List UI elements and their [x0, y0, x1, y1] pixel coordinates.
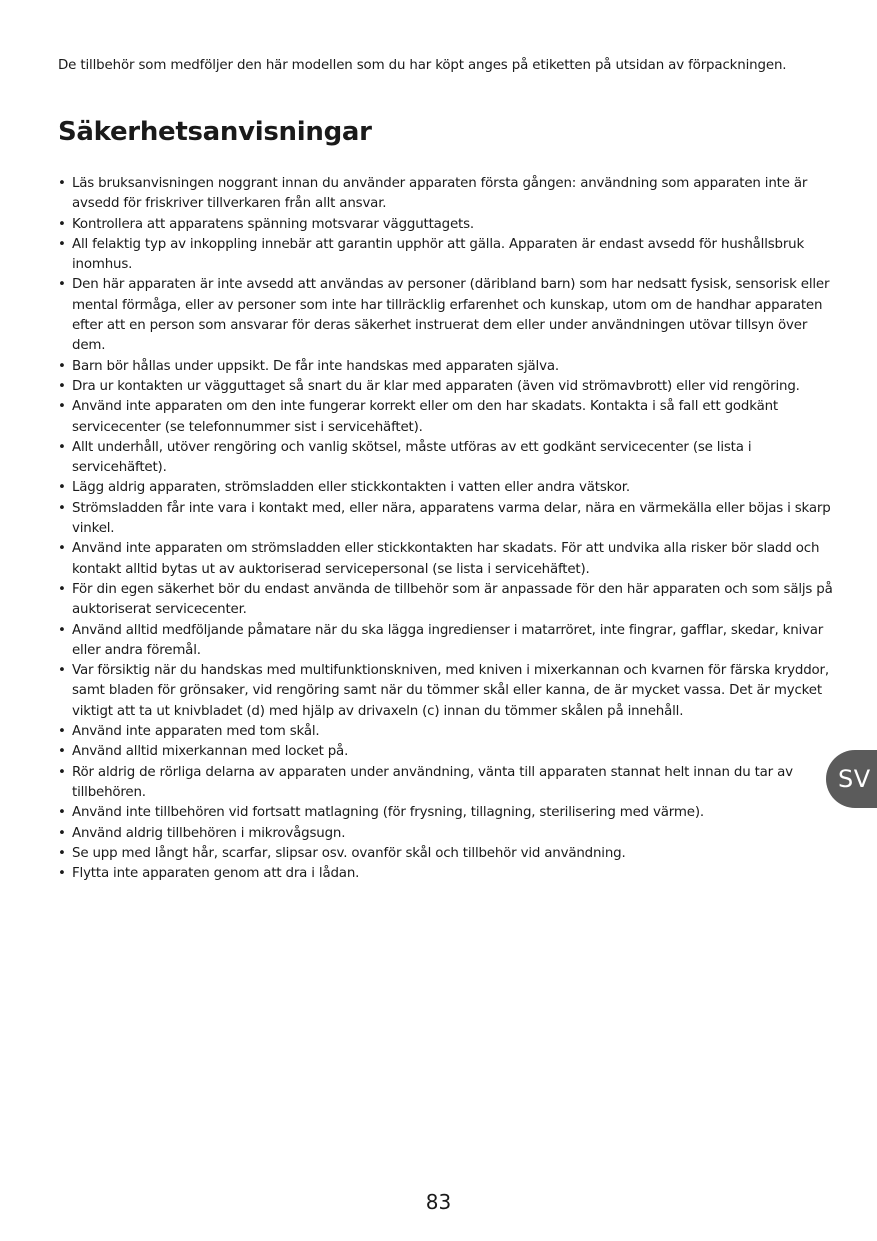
language-tab: SV: [826, 750, 877, 808]
bullet: •: [58, 358, 66, 374]
bullet: •: [58, 663, 66, 679]
list-item-text: Använd inte tillbehören vid fortsatt matlagning (för frysning, tillagning, sterilisering med värme).: [72, 805, 704, 821]
list-item-text: Kontrollera att apparatens spänning motsvarar vägguttagets.: [72, 216, 474, 232]
bullet: •: [58, 480, 66, 496]
list-item-text: Var försiktig när du handskas med multifunktionskniven, med kniven i mixerkannan och kvarnen för färska kryddor, samt bladen för grönsaker, vid rengöring samt när du tömmer skål eller kanna, de är mycket vassa. Det är mycket viktigt att ta ut knivbladet (d) med hjälp av drivaxeln (c) innan du tömmer skålen på innehåll.: [72, 663, 829, 719]
safety-instructions-list: [58, 174, 833, 884]
list-item-text: Använd alltid medföljande påmatare när du ska lägga ingredienser i matarröret, inte fingrar, gafflar, skedar, knivar eller andra föremål.: [72, 622, 824, 658]
bullet: •: [58, 399, 66, 415]
list-item: [58, 215, 833, 235]
bullet: •: [58, 764, 66, 780]
list-item: [58, 844, 833, 864]
list-item: [58, 824, 833, 844]
list-item-text: Använd aldrig tillbehören i mikrovågsugn.: [72, 825, 346, 841]
list-item-text: Lägg aldrig apparaten, strömsladden eller stickkontakten i vatten eller andra vätskor.: [72, 480, 630, 496]
bullet: •: [58, 439, 66, 455]
list-item-text: Dra ur kontakten ur vägguttaget så snart du är klar med apparaten (även vid strömavbrott) eller vid rengöring.: [72, 378, 800, 394]
list-item: [58, 621, 833, 662]
list-item: [58, 539, 833, 580]
bullet: •: [58, 236, 66, 252]
bullet: •: [58, 825, 66, 841]
list-item-text: Använd inte apparaten med tom skål.: [72, 724, 320, 740]
bullet: •: [58, 805, 66, 821]
list-item-text: Se upp med långt hår, scarfar, slipsar osv. ovanför skål och tillbehör vid användning.: [72, 845, 626, 861]
list-item-text: All felaktig typ av inkoppling innebär att garantin upphör att gälla. Apparaten är endast avsedd för hushållsbruk inomhus.: [72, 236, 805, 273]
bullet: •: [58, 845, 66, 861]
list-item-text: Strömsladden får inte vara i kontakt med, eller nära, apparatens varma delar, nära en värmekälla eller böjas i skarp vinkel.: [72, 500, 831, 537]
list-item: [58, 357, 833, 377]
list-item: [58, 174, 833, 215]
list-item-text: Använd inte apparaten om den inte fungerar korrekt eller om den har skadats. Kontakta i så fall ett godkänt servicecenter (se telefonnummer sist i servicehäftet).: [72, 399, 778, 435]
list-item: [58, 803, 833, 823]
bullet: •: [58, 866, 66, 882]
bullet: •: [58, 176, 66, 191]
bullet: •: [58, 744, 66, 760]
bullet: •: [58, 724, 66, 740]
list-item: [58, 742, 833, 762]
bullet: •: [58, 622, 66, 638]
list-item-text: För din egen säkerhet bör du endast använda de tillbehör som är anpassade för den här apparaten och som säljs på auktoriserat servicecenter.: [72, 581, 833, 618]
bullet: •: [58, 277, 66, 293]
section-title: Säkerhetsanvisningar: [58, 117, 372, 147]
list-item: [58, 499, 833, 540]
intro-note: De tillbehör som medföljer den här modellen som du har köpt anges på etiketten på utsidan av förpackningen.: [58, 58, 787, 73]
bullet: •: [58, 378, 66, 394]
list-item: [58, 397, 833, 438]
list-item-text: Läs bruksanvisningen noggrant innan du använder apparaten första gången: användning som apparaten inte är avsedd för friskriver tillverkaren från allt ansvar.: [72, 176, 808, 212]
bullet: •: [58, 500, 66, 516]
list-item-text: Den här apparaten är inte avsedd att användas av personer (däribland barn) som har nedsatt fysisk, sensorisk eller mental förmåga, eller av personer som inte har tillräcklig erfarenhet och kunskap, utom om de handhar apparaten efter att en person som ansvarar för deras säkerhet instruerat dem eller under användningen utövar tillsyn över dem.: [72, 277, 830, 354]
bullet: •: [58, 581, 66, 597]
bullet: •: [58, 541, 66, 557]
list-item: [58, 438, 833, 479]
list-item: [58, 275, 833, 356]
list-item: [58, 478, 833, 498]
list-item-text: Allt underhåll, utöver rengöring och vanlig skötsel, måste utföras av ett godkänt servicecenter (se lista i servicehäftet).: [72, 439, 752, 476]
list-item: [58, 864, 833, 884]
page-number: 83: [425, 1190, 452, 1214]
list-item: [58, 377, 833, 397]
list-item-text: Rör aldrig de rörliga delarna av apparaten under användning, vänta till apparaten stannat helt innan du tar av tillbehören.: [72, 764, 793, 800]
list-item-text: Barn bör hållas under uppsikt. De får inte handskas med apparaten själva.: [72, 358, 559, 374]
list-item: [58, 763, 833, 804]
list-item: [58, 722, 833, 742]
list-item-text: Flytta inte apparaten genom att dra i lådan.: [72, 866, 360, 882]
list-item: [58, 235, 833, 276]
list-item: [58, 580, 833, 621]
bullet: •: [58, 216, 66, 232]
list-item-text: Använd inte apparaten om strömsladden eller stickkontakten har skadats. För att undvika alla risker bör sladd och kontakt alltid bytas ut av auktoriserad servicepersonal (se lista i servicehäftet).: [72, 541, 820, 577]
list-item: [58, 661, 833, 722]
list-item-text: Använd alltid mixerkannan med locket på.: [72, 744, 349, 760]
